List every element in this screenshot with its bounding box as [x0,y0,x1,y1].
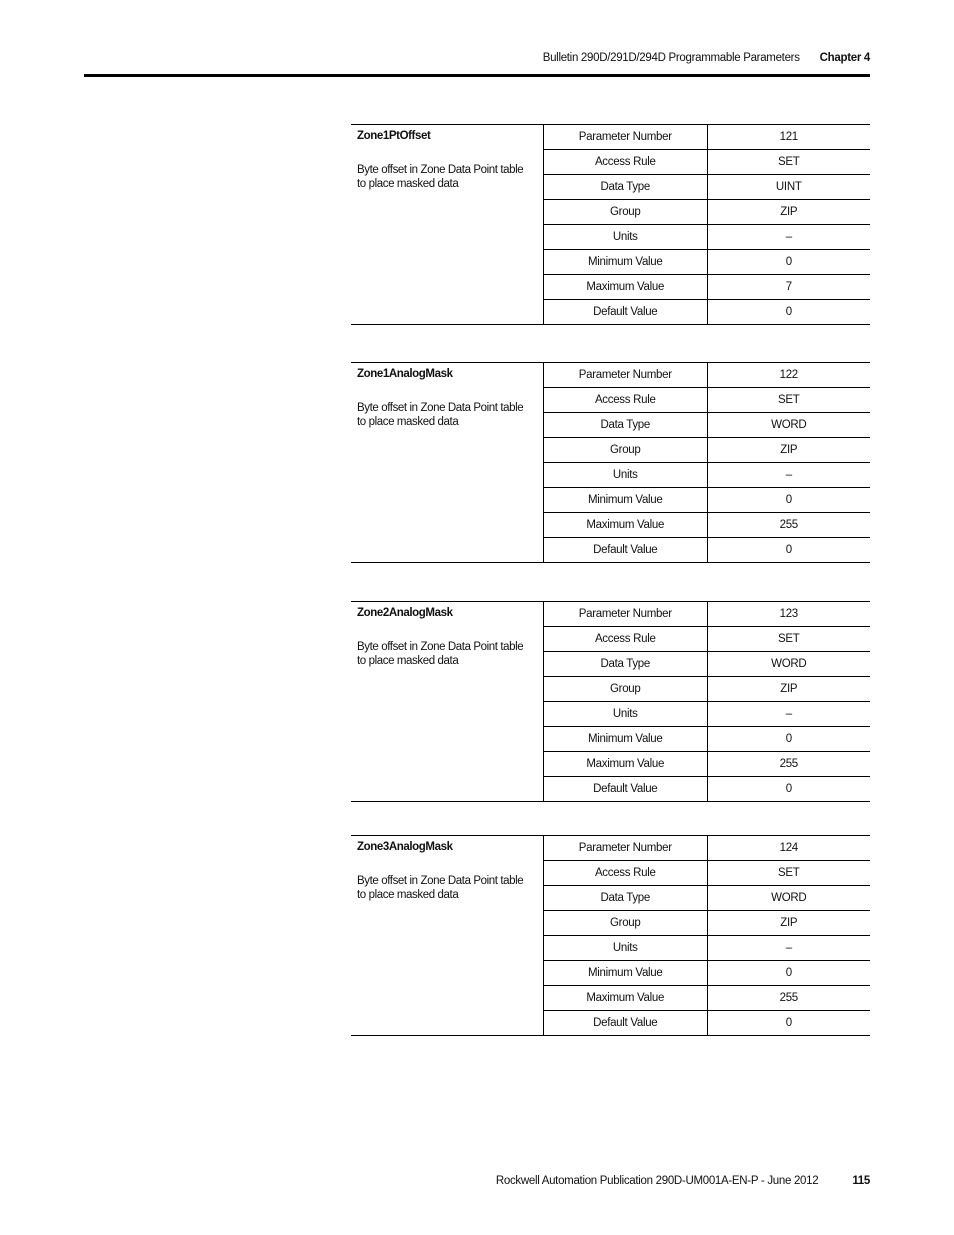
parameter-attribute-table [544,836,870,1035]
attribute-label: Access Rule [544,861,707,886]
parameter-name: Zone1PtOffset [357,130,431,142]
table-row [544,677,870,702]
table-row [544,936,870,961]
table-row [544,911,870,936]
attribute-value: SET [707,861,870,886]
table-row [544,299,870,324]
table-row [544,274,870,299]
attribute-value: 0 [785,543,792,556]
attribute-label: Parameter Number [544,836,707,861]
attribute-label: Default Value [544,1010,707,1035]
table-row [544,602,870,627]
header-rule [84,74,870,77]
attribute-label: Minimum Value [544,960,707,985]
parameter-block [351,835,870,1036]
table-row [544,702,870,727]
attribute-label: Minimum Value [544,726,707,751]
attribute-label: Group [544,200,707,225]
table-row [544,249,870,274]
attribute-value: SET [707,388,870,413]
table-row [544,652,870,677]
attribute-label: Data Type [544,175,707,200]
attribute-value: 0 [707,960,870,985]
attribute-value: – [707,225,870,250]
attribute-value: 123 [707,602,870,627]
table-row [544,960,870,985]
attribute-label: Default Value [544,299,707,324]
table-row [544,175,870,200]
table-row [544,537,870,562]
attribute-value: 0 [785,782,792,795]
parameter-block [351,601,870,802]
table-row [544,125,870,150]
attribute-label: Access Rule [544,150,707,175]
table-row [544,751,870,776]
attribute-label: Group [544,677,707,702]
page-header [543,52,870,64]
attribute-value: 121 [707,125,870,150]
parameter-attribute-table [544,363,870,562]
attribute-value: 122 [707,363,870,388]
table-row [544,1010,870,1035]
attribute-label: Data Type [544,886,707,911]
parameter-description: Byte offset in Zone Data Point table to place masked data [357,875,524,901]
header-title: Bulletin 290D/291D/294D Programmable Parameters [542,52,800,64]
attribute-label: Units [544,702,707,727]
table-row [544,776,870,801]
attribute-value: ZIP [707,200,870,225]
table-row [544,463,870,488]
parameter-block [351,124,870,325]
table-row [544,836,870,861]
attribute-label: Units [544,463,707,488]
parameter-description-cell [351,836,544,1035]
attribute-label: Maximum Value [544,274,707,299]
attribute-value: – [707,702,870,727]
table-row [544,200,870,225]
parameter-description-cell [351,602,544,801]
attribute-label: Default Value [544,776,707,801]
table-row [544,225,870,250]
table-row [544,726,870,751]
parameter-attribute-table [544,602,870,801]
attribute-value: ZIP [707,911,870,936]
attribute-label: Data Type [544,652,707,677]
attribute-value: 255 [707,985,870,1010]
attribute-label: Data Type [544,413,707,438]
table-row [544,627,870,652]
attribute-value: WORD [707,413,870,438]
page-footer [496,1175,870,1187]
table-row [544,438,870,463]
parameter-name: Zone3AnalogMask [357,841,453,853]
attribute-label: Parameter Number [544,363,707,388]
table-row [544,150,870,175]
footer-publication: Rockwell Automation Publication 290D-UM001A-EN-P - June 2012 [495,1175,819,1187]
attribute-label: Maximum Value [544,512,707,537]
table-row [544,985,870,1010]
attribute-value: – [707,936,870,961]
attribute-value: 124 [707,836,870,861]
attribute-label: Default Value [544,537,707,562]
parameter-block [351,362,870,563]
attribute-label: Minimum Value [544,249,707,274]
parameter-description-cell [351,125,544,324]
attribute-value: 255 [707,512,870,537]
parameter-description: Byte offset in Zone Data Point table to place masked data [357,641,524,667]
attribute-label: Parameter Number [544,125,707,150]
attribute-value: 0 [707,249,870,274]
attribute-label: Minimum Value [544,487,707,512]
attribute-value: 0 [707,487,870,512]
attribute-value: 0 [785,305,792,318]
attribute-value: WORD [707,652,870,677]
attribute-value: 0 [785,1016,792,1029]
attribute-value: WORD [707,886,870,911]
attribute-value: UINT [707,175,870,200]
attribute-label: Access Rule [544,627,707,652]
table-row [544,886,870,911]
attribute-label: Access Rule [544,388,707,413]
parameter-name: Zone2AnalogMask [357,607,453,619]
table-row [544,512,870,537]
attribute-label: Group [544,911,707,936]
parameter-name: Zone1AnalogMask [357,368,453,380]
attribute-label: Parameter Number [544,602,707,627]
table-row [544,861,870,886]
attribute-value: 7 [707,274,870,299]
parameter-attribute-table [544,125,870,324]
attribute-value: ZIP [707,677,870,702]
attribute-label: Units [544,225,707,250]
header-chapter: Chapter 4 [819,52,870,64]
attribute-value: – [707,463,870,488]
attribute-label: Units [544,936,707,961]
table-row [544,487,870,512]
attribute-value: SET [707,627,870,652]
table-row [544,363,870,388]
attribute-value: 0 [707,726,870,751]
attribute-value: ZIP [707,438,870,463]
page-number: 115 [852,1175,870,1187]
attribute-label: Maximum Value [544,751,707,776]
attribute-value: SET [707,150,870,175]
attribute-label: Group [544,438,707,463]
attribute-value: 255 [707,751,870,776]
parameter-description: Byte offset in Zone Data Point table to place masked data [357,402,524,428]
table-row [544,413,870,438]
parameter-description-cell [351,363,544,562]
table-row [544,388,870,413]
attribute-label: Maximum Value [544,985,707,1010]
parameter-description: Byte offset in Zone Data Point table to place masked data [357,164,524,190]
